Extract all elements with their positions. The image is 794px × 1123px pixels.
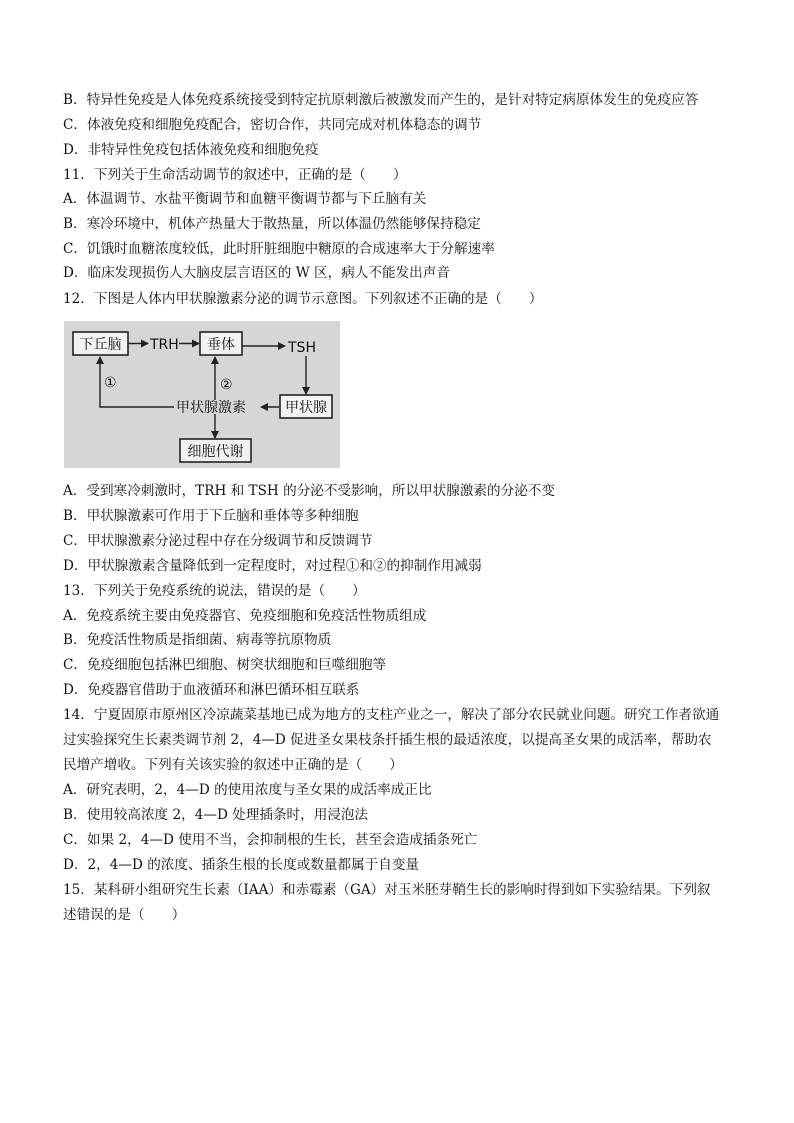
thyroid-regulation-diagram	[64, 321, 340, 468]
option-a-q13: A．免疫系统主要由免疫器官、免疫细胞和免疫活性物质组成	[63, 608, 427, 624]
hypothalamus-label: 下丘脑	[79, 337, 122, 353]
question-14-stem-line-1: 14．宁夏固原市原州区冷凉蔬菜基地已成为地方的支柱产业之一，解决了部分农民就业问题。研究工作者欲通	[63, 707, 720, 723]
thyroid-label: 甲状腺	[285, 400, 327, 416]
option-b-q11: B．寒冷环境中，机体产热量大于散热量，所以体温仍然能够保持稳定	[63, 216, 481, 232]
option-d-q14: D．2，4—D 的浓度、插条生根的长度或数量都属于自变量	[63, 857, 420, 873]
question-15-stem-line-1: 15．某科研小组研究生长素（IAA）和赤霉素（GA）对玉米胚芽鞘生长的影响时得到如下实验结果。下列叙	[63, 882, 711, 898]
option-b-q10: B．特异性免疫是人体免疫系统接受到特定抗原刺激后被激发而产生的，是针对特定病原体发生的免疫应答	[63, 92, 699, 108]
question-15-stem-line-2: 述错误的是（ ）	[63, 907, 186, 923]
question-14-stem-line-2: 过实验探究生长素类调节剂 2，4—D 促进圣女果枝条扦插生根的最适浓度，以提高圣女果的成活率，帮助农	[63, 732, 712, 748]
option-d-q12: D．甲状腺激素含量降低到一定程度时，对过程①和②的抑制作用减弱	[63, 558, 482, 574]
process-1-label: ①	[104, 375, 117, 391]
option-a-q12: A．受到寒冷刺激时，TRH 和 TSH 的分泌不受影响，所以甲状腺激素的分泌不变	[63, 483, 555, 499]
metabolism-label: 细胞代谢	[187, 444, 244, 460]
question-14-stem-line-3: 民增产增收。下列有关该实验的叙述中正确的是（ ）	[63, 757, 403, 773]
option-b-q12: B．甲状腺激素可作用于下丘脑和垂体等多种细胞	[63, 508, 359, 524]
thyroid-hormone-label: 甲状腺激素	[176, 400, 246, 416]
option-c-q11: C．饥饿时血糖浓度较低，此时肝脏细胞中糖原的合成速率大于分解速率	[63, 241, 495, 257]
trh-label: TRH	[150, 337, 179, 353]
option-d-q13: D．免疫器官借助于血液循环和淋巴循环相互联系	[63, 682, 360, 698]
option-c-q14: C．如果 2，4—D 使用不当，会抑制根的生长，甚至会造成插条死亡	[63, 832, 478, 848]
option-d-q10: D．非特异性免疫包括体液免疫和细胞免疫	[63, 142, 319, 158]
process-2-label: ②	[220, 377, 233, 393]
tsh-label: TSH	[288, 340, 316, 356]
option-a-q11: A．体温调节、水盐平衡调节和血糖平衡调节都与下丘脑有关	[63, 191, 427, 207]
option-d-q11: D．临床发现损伤人大脑皮层言语区的 W 区，病人不能发出声音	[63, 265, 450, 281]
option-a-q14: A．研究表明，2，4—D 的使用浓度与圣女果的成活率成正比	[63, 782, 432, 798]
option-b-q14: B．使用较高浓度 2，4—D 处理插条时，用浸泡法	[63, 807, 369, 823]
option-b-q13: B．免疫活性物质是指细菌、病毒等抗原物质	[63, 632, 332, 648]
pituitary-label: 垂体	[207, 337, 235, 353]
option-c-q13: C．免疫细胞包括淋巴细胞、树突状细胞和巨噬细胞等	[63, 657, 387, 673]
option-c-q10: C．体液免疫和细胞免疫配合，密切合作，共同完成对机体稳态的调节	[63, 117, 482, 133]
question-13-stem: 13．下列关于免疫系统的说法，错误的是（ ）	[63, 583, 366, 599]
question-12-stem: 12．下图是人体内甲状腺激素分泌的调节示意图。下列叙述不正确的是（ ）	[63, 291, 543, 307]
question-11-stem: 11．下列关于生命活动调节的叙述中，正确的是（ ）	[63, 167, 407, 183]
option-c-q12: C．甲状腺激素分泌过程中存在分级调节和反馈调节	[63, 533, 373, 549]
